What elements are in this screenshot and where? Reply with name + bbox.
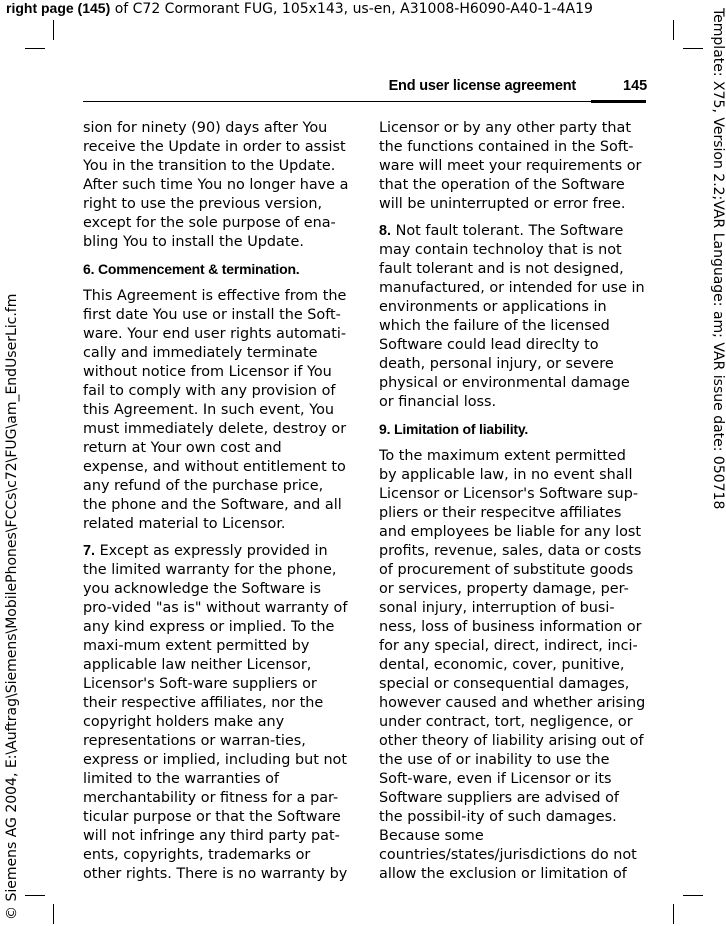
copyright-sidebar (4, 30, 20, 920)
left-column (83, 119, 351, 884)
paragraph: This Agreement is effective from the first date You use or install the Soft-ware. Your end user rights automati-cally and immediately terminate without notice from Licensor if You fail to comply with any provision of this Agreement. In such event, You must immediately delete, destroy or return at Your own cost and expense, and without entitlement to any refund of the purchase price, the phone and the Software, and all related material to Licensor. (83, 288, 347, 532)
crop-mark (25, 48, 45, 49)
paragraph (379, 222, 647, 412)
copyright-text: © Siemens AG 2004, E:\Auftrag\Siemens\MobilePhones\FCCs\c72\FUG\am_EndUserLic.fm (4, 293, 20, 920)
paragraph: To the maximum extent permitted by applicable law, in no event shall Licensor or Licensor's Software sup-pliers or their respecitve affiliates and employees be liable for any lost profits, revenue, sales, data or costs of procurement of substitute goods or services, property damage, per-sonal injury, interruption of busi-ness, loss of business information or for any special, direct, indirect, inci-dental, economic, cover, punitive, special or consequential damages, however caused and whether arising under contract, tort, negligence, or other theory of liability arising out of the use of or inability to use the Soft-ware, even if Licensor or its Software suppliers are advised of the possibil-ity of such damages. Because some countries/states/jurisdictions do not allow the exclusion or limitation of (379, 448, 646, 882)
right-column (379, 119, 647, 884)
paragraph: Licensor or by any other party that the functions contained in the Soft-ware will meet your requirements or that the operation of the Software will be uninterrupted or error free. (379, 120, 642, 212)
page-number: 145 (623, 78, 648, 94)
crop-mark (25, 895, 45, 896)
page-header-title: End user license agreement (388, 78, 576, 94)
template-info-sidebar (710, 8, 726, 888)
section-heading-6: 6. Commencement & termination. (83, 261, 300, 277)
section-7-text: Except as expressly provided in the limited warranty for the phone, you acknowledge the Software is pro-vided "as is" without warranty of any kind express or implied. To the maxi-mum extent permitted by applicable law neither Licensor, Licensor's Soft-ware suppliers or their respective affiliates, nor the copyright holders make any representations or warran-ties, express or implied, including but not limited to the warranties of merchantability or fitness for a par-ticular purpose or that the Software will not infringe any third party pat-ents, copyrights, trademarks or other rights. There is no warranty by (83, 543, 348, 882)
paragraph (83, 542, 351, 884)
template-info-text: Template: X75, Version 2.2;VAR Language: am; VAR issue date: 050718 (710, 8, 726, 510)
section-number-8: 8. (379, 223, 392, 239)
document-info: of C72 Cormorant FUG, 105x143, us-en, A31008-H6090-A40-1-4A19 (110, 1, 593, 17)
header-rule-accent (591, 100, 646, 103)
page-reference: right page (145) (6, 0, 111, 16)
crop-mark (683, 48, 703, 49)
section-8-text: Not fault tolerant. The Software may contain technoloy that is not fault tolerant and is not designed, manufactured, or intended for use in environments or applications in which the failure of the licensed Software could lead direclty to death, personal injury, or severe physical or environmental damage or financial loss. (379, 223, 645, 410)
crop-mark (53, 20, 54, 40)
crop-mark (673, 904, 674, 924)
section-number-7: 7. (83, 543, 96, 559)
header-rule (83, 101, 646, 102)
paragraph: sion for ninety (90) days after You receive the Update in order to assist You in the transition to the Update. After such time You no longer have a right to use the previous version, except for the sole purpose of ena-bling You to install the Update. (83, 120, 349, 250)
section-heading-9: 9. Limitation of liability. (379, 421, 529, 437)
crop-mark (673, 20, 674, 40)
document-path-line (6, 0, 593, 17)
crop-mark (53, 904, 54, 924)
crop-mark (683, 895, 703, 896)
